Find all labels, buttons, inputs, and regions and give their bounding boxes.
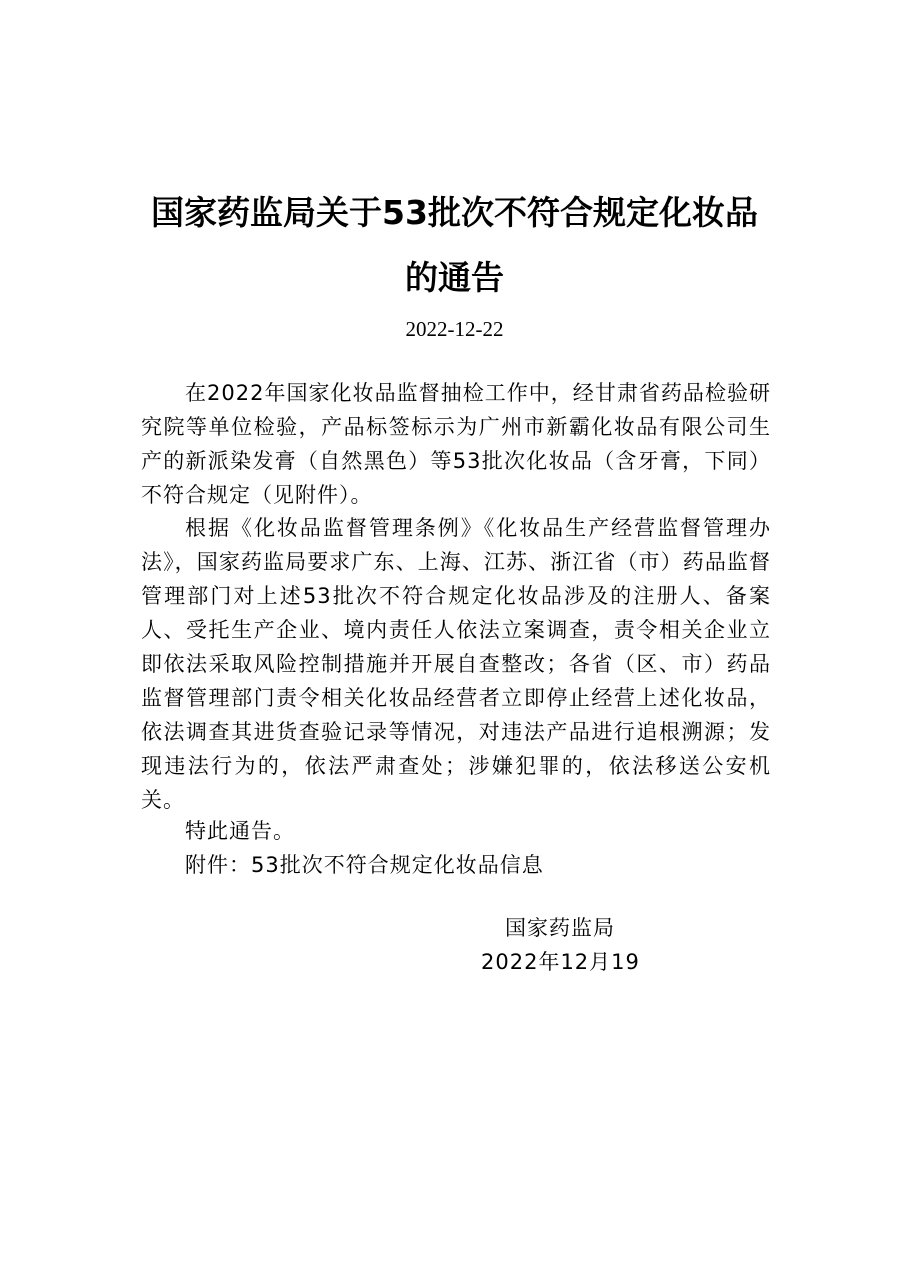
paragraph-3: 特此通告。 [185,819,295,843]
document-title-line-2: 的通告 [405,258,504,297]
publish-date: 2022-12-22 [405,317,504,341]
paragraph-1: 在2022年国家化妆品监督抽检工作中，经甘肃省药品检验研究院等单位检验，产品标签标示为广州市新霸化妆品有限公司生产的新派染发膏（自然黑色）等53批次化妆品（含牙膏，下同）不符合规定（见附件）。 [141,381,771,507]
signature-organization: 国家药监局 [505,916,615,940]
attachment-note: 附件：53批次不符合规定化妆品信息 [185,853,544,877]
document-title-line-1: 国家药监局关于53批次不符合规定化妆品 [151,193,758,232]
paragraph-2: 根据《化妆品监督管理条例》《化妆品生产经营监督管理办法》，国家药监局要求广东、上海、江苏、浙江省（市）药品监督管理部门对上述53批次不符合规定化妆品涉及的注册人、备案人、受托生产企业、境内责任人依法立案调查，责令相关企业立即依法采取风险控制措施并开展自查整改；各省（区、市）药品监督管理部门责令相关化妆品经营者立即停止经营上述化妆品，依法调查其进货查验记录等情况，对违法产品进行追根溯源；发现违法行为的，依法严肃查处；涉嫌犯罪的，依法移送公安机关。 [141,516,771,812]
signature-date: 2022年12月19 [481,950,640,974]
